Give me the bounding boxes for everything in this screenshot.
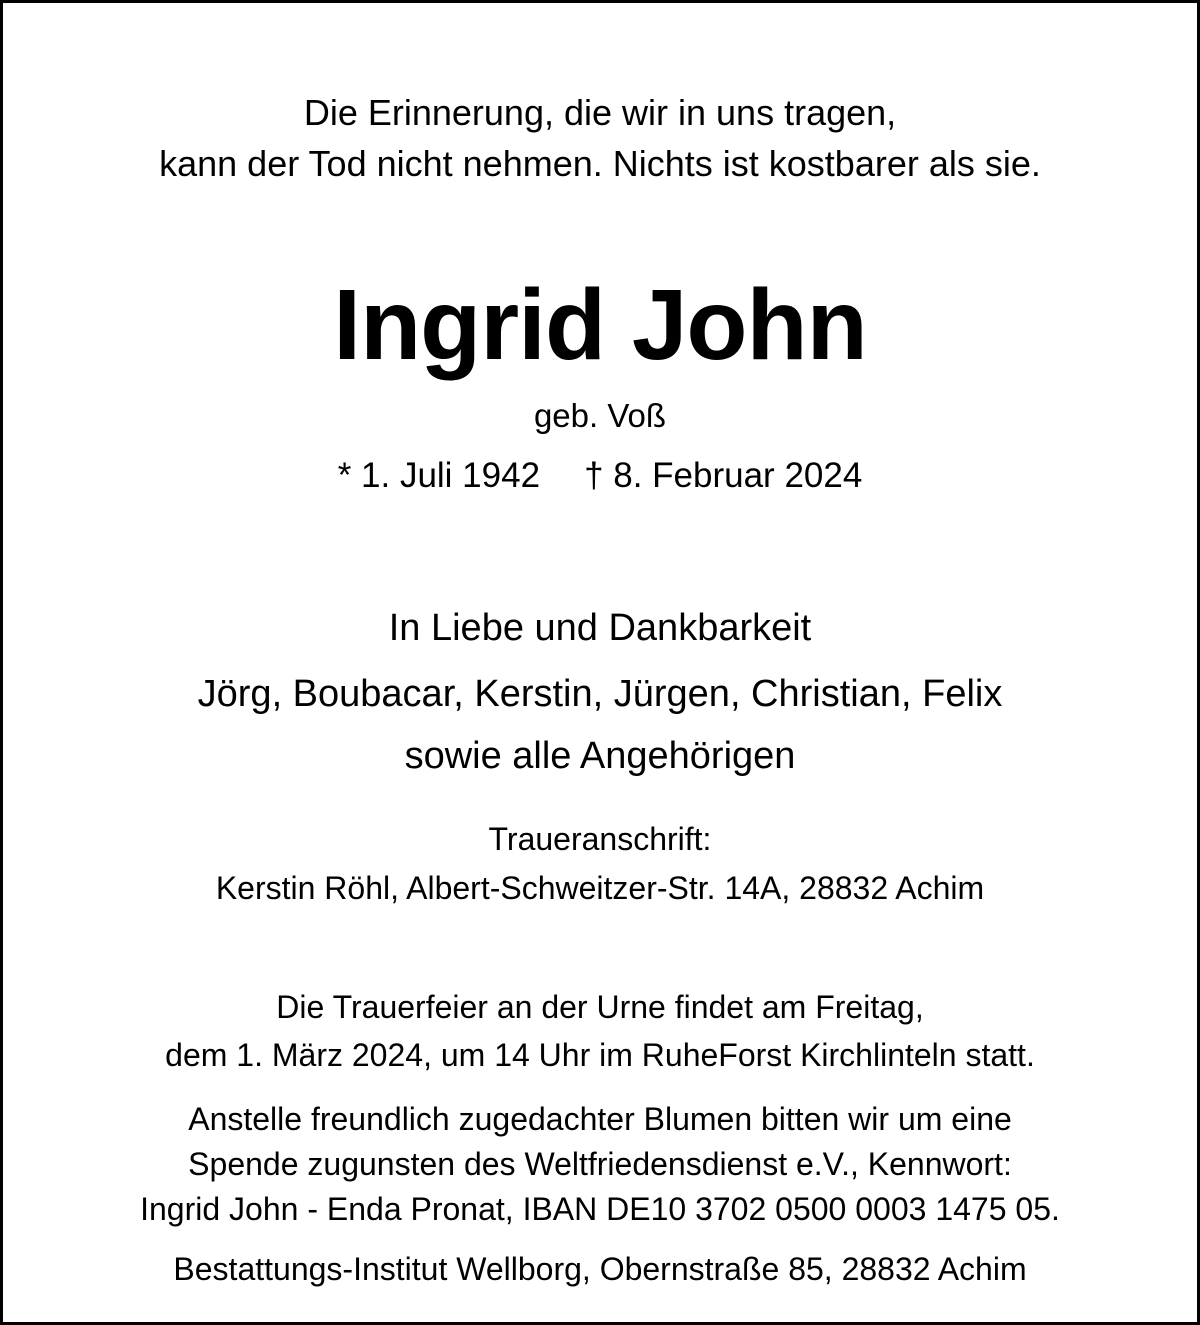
mourners-names: Jörg, Boubacar, Kerstin, Jürgen, Christian, Felix [197, 673, 1003, 715]
quote-line-2: kann der Tod nicht nehmen. Nichts ist kostbarer als sie. [159, 143, 1041, 184]
funeral-home: Bestattungs-Institut Wellborg, Obernstraße 85, 28832 Achim [173, 1251, 1027, 1287]
deceased-name: Ingrid John [333, 269, 867, 381]
donation-line-3: Ingrid John - Enda Pronat, IBAN DE10 3702 0500 0003 1475 05. [140, 1191, 1060, 1227]
ceremony-line-1: Die Trauerfeier an der Urne findet am Freitag, [276, 989, 924, 1025]
death-date: † 8. Februar 2024 [584, 456, 863, 495]
birth-date: * 1. Juli 1942 [337, 456, 541, 495]
address-value: Kerstin Röhl, Albert-Schweitzer-Str. 14A, 28832 Achim [215, 870, 985, 906]
mourners-intro: In Liebe und Dankbarkeit [388, 607, 812, 649]
donation-line-1: Anstelle freundlich zugedachter Blumen bitten wir um eine [188, 1101, 1012, 1137]
donation-line-2: Spende zugunsten des Weltfriedensdienst e.V., Kennwort: [188, 1146, 1012, 1182]
maiden-name: geb. Voß [533, 397, 667, 434]
address-label: Traueranschrift: [488, 821, 712, 857]
quote-line-1: Die Erinnerung, die wir in uns tragen, [303, 92, 897, 133]
ceremony-line-2: dem 1. März 2024, um 14 Uhr im RuheForst Kirchlinteln statt. [165, 1037, 1035, 1073]
life-dates [3, 458, 1197, 493]
mourners-relatives: sowie alle Angehörigen [404, 735, 796, 777]
